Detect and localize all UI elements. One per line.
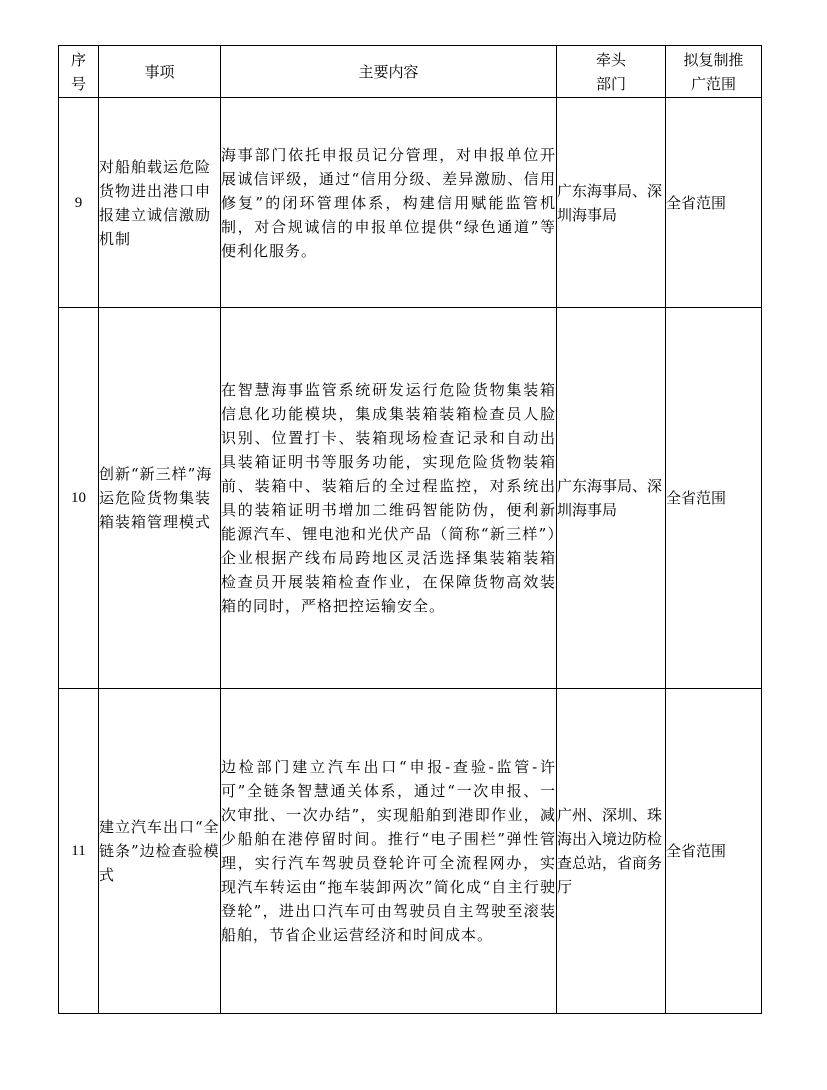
row-content: 边检部门建立汽车出口“申报-查验-监管-许可”全链条智慧通关体系，通过“一次申报、一次审批、一次办结”，实现船舶到港即作业，减少船舶在港停留时间。推行“电子围栏”弹性管理，实行汽车驾驶员登轮许可全流程网办，实现汽车转运由“拖车装卸两次”简化成“自主行驶登轮”，进出口汽车可由驾驶员自主驾驶至滚装船舶，节省企业运营经济和时间成本。 [221,689,557,1014]
table-row [59,308,762,689]
header-lead-department: 牵头 部门 [557,46,666,98]
row-number: 10 [59,308,99,689]
row-number: 11 [59,689,99,1014]
row-lead-department: 广州、深圳、珠海出入境边防检查总站，省商务厅 [557,689,666,1014]
table-header-row [59,46,762,98]
row-item: 建立汽车出口“全链条”边检查验模式 [99,689,221,1014]
row-content: 海事部门依托申报员记分管理，对申报单位开展诚信评级，通过“信用分级、差异激励、信用修复”的闭环管理体系，构建信用赋能监管机制，对合规诚信的申报单位提供“绿色通道”等便利化服务。 [221,98,557,308]
row-content: 在智慧海事监管系统研发运行危险货物集装箱信息化功能模块，集成集装箱装箱检查员人脸识别、位置打卡、装箱现场检查记录和自动出具装箱证明书等服务功能，实现危险货物装箱前、装箱中、装箱后的全过程监控，对系统出具的装箱证明书增加二维码智能防伪，便利新能源汽车、锂电池和光伏产品（简称“新三样”）企业根据产线布局跨地区灵活选择集装箱装箱检查员开展装箱检查作业，在保障货物高效装箱的同时，严格把控运输安全。 [221,308,557,689]
header-content: 主要内容 [221,46,557,98]
table-row [59,98,762,308]
row-scope: 全省范围 [666,98,762,308]
row-item: 对船舶载运危险货物进出港口申报建立诚信激励机制 [99,98,221,308]
row-number: 9 [59,98,99,308]
policy-table [58,45,762,1014]
header-number: 序 号 [59,46,99,98]
row-lead-department: 广东海事局、深圳海事局 [557,308,666,689]
header-scope: 拟复制推 广范围 [666,46,762,98]
row-scope: 全省范围 [666,308,762,689]
row-lead-department: 广东海事局、深圳海事局 [557,98,666,308]
table-row [59,689,762,1014]
row-item: 创新“新三样”海运危险货物集装箱装箱管理模式 [99,308,221,689]
row-scope: 全省范围 [666,689,762,1014]
header-item: 事项 [99,46,221,98]
